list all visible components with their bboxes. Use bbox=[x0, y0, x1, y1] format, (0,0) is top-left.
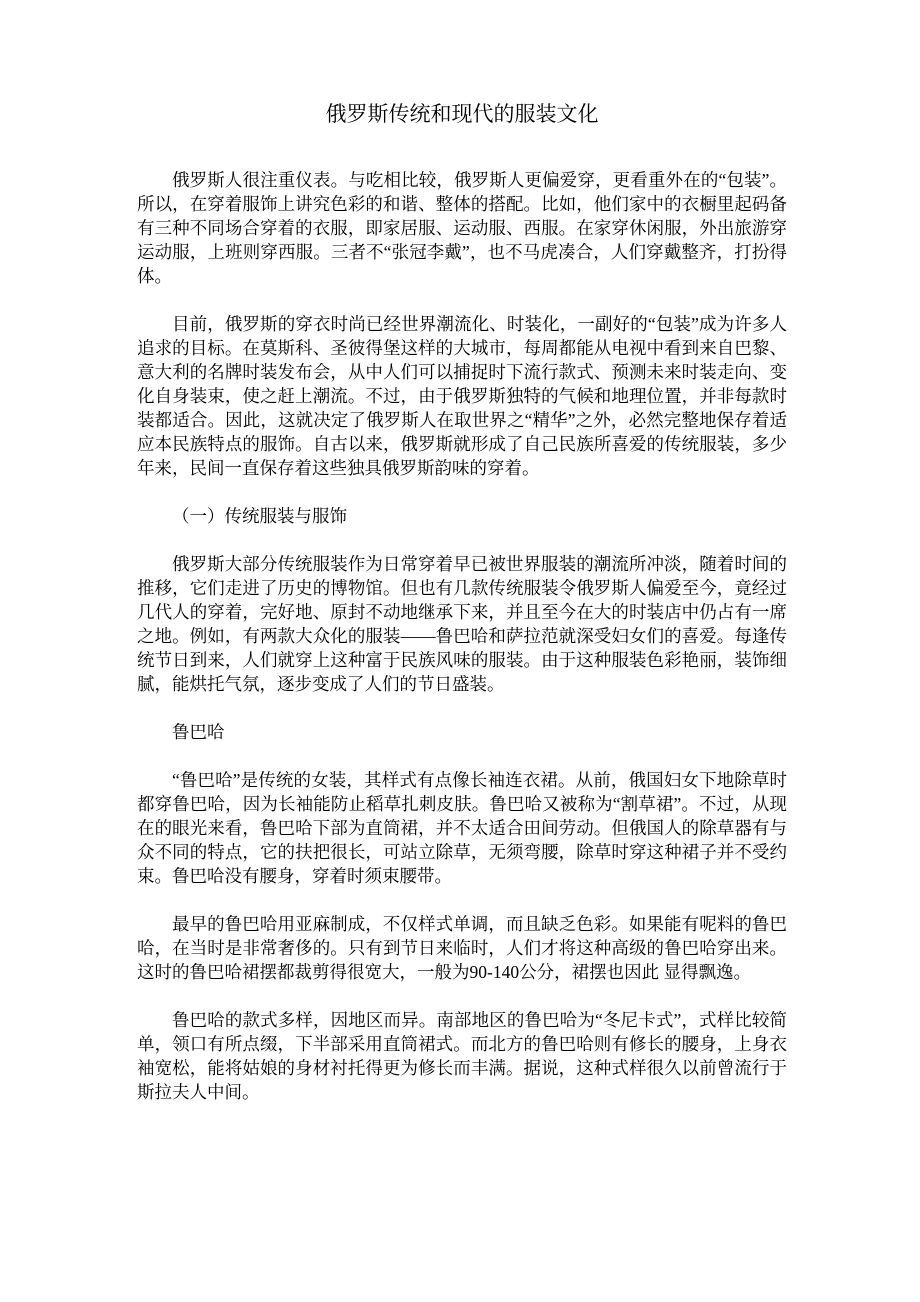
paragraph: 最早的鲁巴哈用亚麻制成，不仅样式单调，而且缺乏色彩。如果能有呢料的鲁巴哈，在当时是非常奢侈的。只有到节日来临时，人们才将这种高级的鲁巴哈穿出来。这时的鲁巴哈裙摆都裁剪得很宽大，一般为90-140公分，裙摆也因此 显得飘逸。 bbox=[137, 914, 787, 982]
document-content bbox=[137, 100, 787, 1128]
section-heading: （一）传统服装与服饰 bbox=[172, 506, 347, 526]
paragraph: “鲁巴哈”是传统的女装，其样式有点像长袖连衣裙。从前，俄国妇女下地除草时都穿鲁巴哈，因为长袖能防止稻草扎刺皮肤。鲁巴哈又被称为“割草裙”。不过，从现在的眼光来看，鲁巴哈下部为直筒裙，并不太适合田间劳动。但俄国人的除草器有与众不同的特点，它的扶把很长，可站立除草，无须弯腰，除草时穿这种裙子并不受约束。鲁巴哈没有腰身，穿着时须束腰带。 bbox=[137, 770, 787, 886]
paragraph: 俄罗斯大部分传统服装作为日常穿着早已被世界服装的潮流所冲淡，随着时间的推移，它们走进了历史的博物馆。但也有几款传统服装令俄罗斯人偏爱至今，竟经过几代人的穿着，完好地、原封不动地继承下来，并且至今在大的时装店中仍占有一席之地。例如，有两款大众化的服装——鲁巴哈和萨拉范就深受妇女们的喜爱。每逢传统节日到来，人们就穿上这种富于民族风味的服装。由于这种服装色彩艳丽，装饰细腻，能烘托气氛，逐步变成了人们的节日盛装。 bbox=[137, 554, 787, 694]
paragraph: 俄罗斯人很注重仪表。与吃相比较，俄罗斯人更偏爱穿，更看重外在的“包装”。所以，在穿着服饰上讲究色彩的和谐、整体的搭配。比如，他们家中的衣橱里起码备有三种不同场合穿着的衣服，即家居服、运动服、西服。在家穿休闲服，外出旅游穿运动服，上班则穿西服。三者不“张冠李戴”，也不马虎凑合，人们穿戴整齐，打扮得体。 bbox=[137, 170, 787, 286]
paragraph: 鲁巴哈的款式多样，因地区而异。南部地区的鲁巴哈为“冬尼卡式”，式样比较简单，领口有所点缀，下半部采用直筒裙式。而北方的鲁巴哈则有修长的腰身，上身衣袖宽松，能将姑娘的身材衬托得更为修长而丰满。据说，这种式样很久以前曾流行于斯拉夫人中间。 bbox=[137, 1010, 787, 1102]
subsection-heading: 鲁巴哈 bbox=[172, 722, 225, 742]
paragraph: 目前，俄罗斯的穿衣时尚已经世界潮流化、时装化，一副好的“包装”成为许多人追求的目标。在莫斯科、圣彼得堡这样的大城市，每周都能从电视中看到来自巴黎、意大利的名牌时装发布会，从中人们可以捕捉时下流行款式、预测未来时装走向、变化自身装束，使之赶上潮流。不过，由于俄罗斯独特的气候和地理位置，并非每款时装都适合。因此，这就决定了俄罗斯人在取世界之“精华”之外，必然完整地保存着适应本民族特点的服饰。自古以来，俄罗斯就形成了自己民族所喜爱的传统服装，多少年来，民间一直保存着这些独具俄罗斯韵味的穿着。 bbox=[137, 314, 787, 478]
document-title: 俄罗斯传统和现代的服装文化 bbox=[325, 102, 599, 126]
